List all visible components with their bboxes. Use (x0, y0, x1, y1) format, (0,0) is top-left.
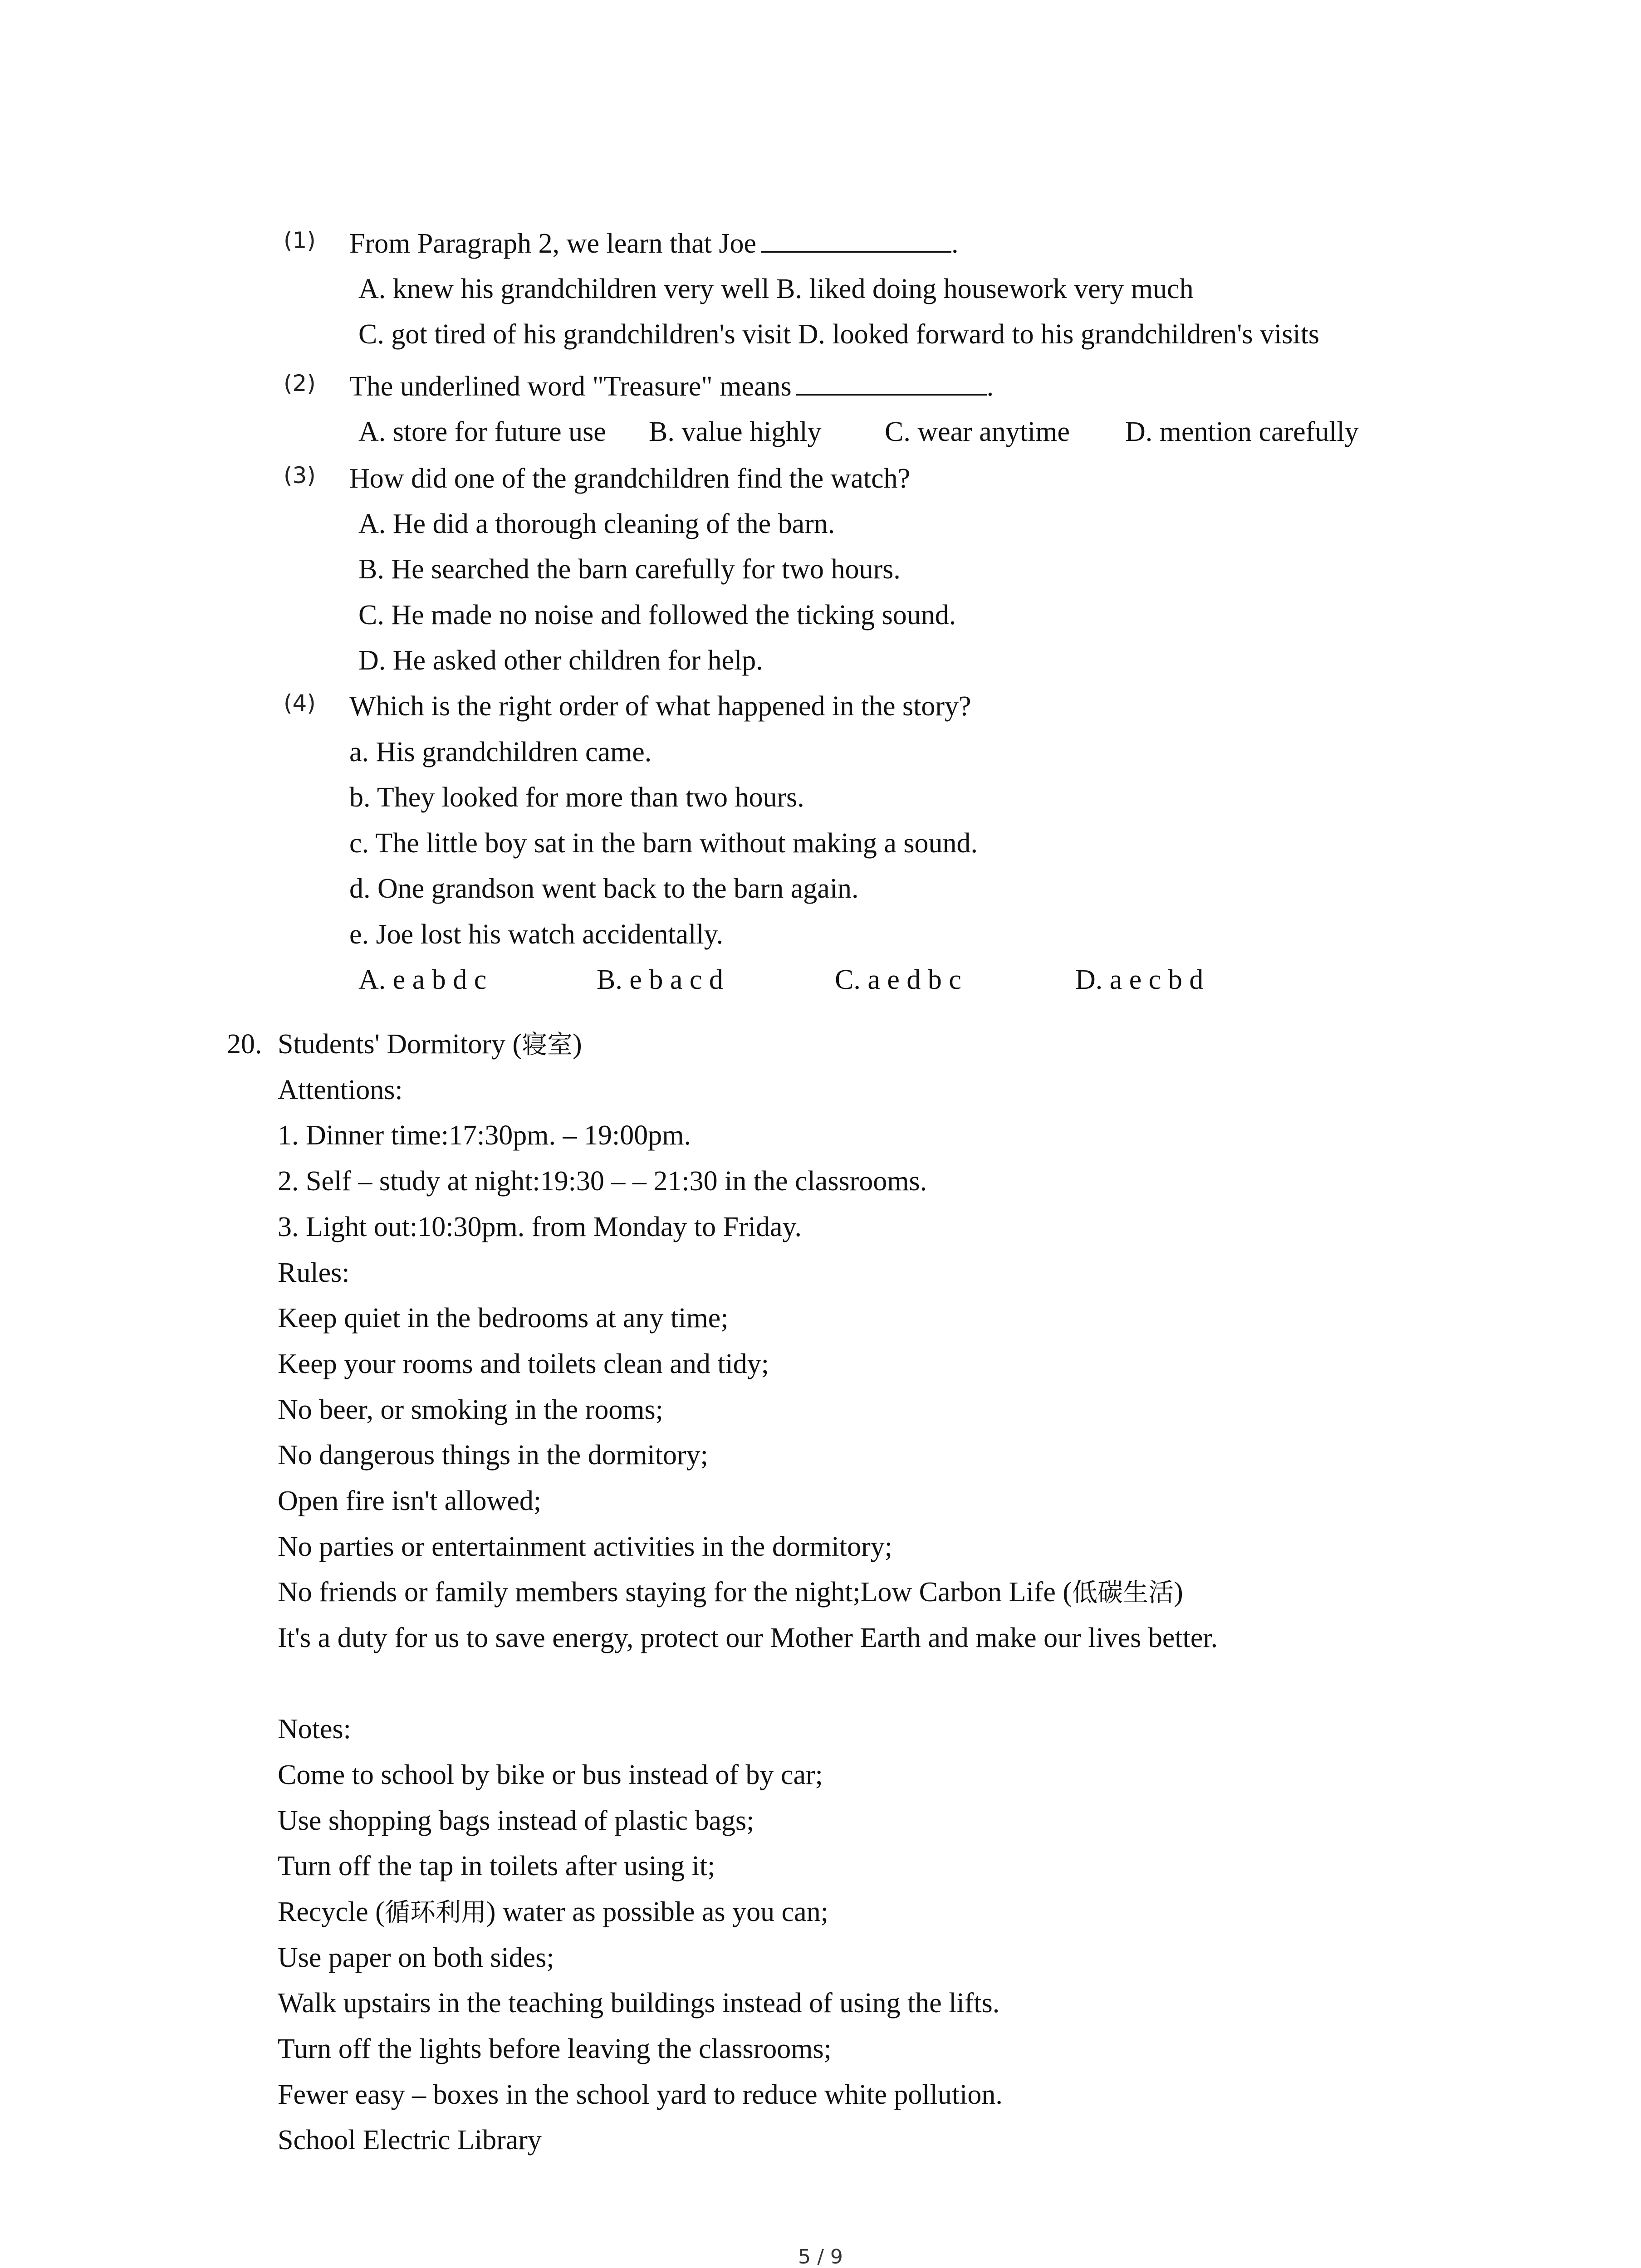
option-c: C. wear anytime (885, 416, 1070, 447)
question-stem: Which is the right order of what happened in the story? (349, 691, 971, 722)
answer-blank (796, 370, 987, 396)
question-stem-text: The underlined word "Treasure" means (349, 371, 792, 402)
event-c: c. The little boy sat in the barn without making a sound. (349, 828, 978, 859)
options-row (358, 414, 1447, 450)
event-d: d. One grandson went back to the barn again. (349, 873, 859, 904)
option-a: A. store for future use (358, 416, 606, 447)
note-chinese: 循环利用 (384, 1898, 486, 1927)
rule-item: No dangerous things in the dormitory; (278, 1440, 708, 1471)
rule-item: Keep your rooms and toilets clean and tidy; (278, 1349, 769, 1379)
option-d: D. He asked other children for help. (358, 645, 763, 676)
attention-item: 2. Self – study at night:19:30 – – 21:30 in the classrooms. (278, 1166, 927, 1197)
note-item (278, 1894, 828, 1931)
option-a: A. e a b d c (358, 964, 487, 995)
event-a: a. His grandchildren came. (349, 737, 652, 767)
section-heading-attentions: Attentions: (278, 1075, 403, 1105)
option-b: B. He searched the barn carefully for two hours. (358, 554, 901, 585)
attention-item: 3. Light out:10:30pm. from Monday to Friday. (278, 1212, 802, 1242)
question-number: (2) (284, 370, 316, 396)
duty-statement: It's a duty for us to save energy, protect our Mother Earth and make our lives better. (278, 1623, 1218, 1653)
note-item: School Electric Library (278, 2125, 542, 2156)
question-number: 20. (227, 1029, 262, 1060)
options-row (358, 962, 1447, 998)
question-stem: The underlined word "Treasure" means . (349, 371, 994, 402)
section-heading-rules: Rules: (278, 1257, 350, 1288)
options-line: A. knew his grandchildren very well B. liked doing housework very much (358, 274, 1194, 304)
event-e: e. Joe lost his watch accidentally. (349, 919, 724, 950)
note-item: Fewer easy – boxes in the school yard to reduce white pollution. (278, 2079, 1003, 2110)
note-item: Come to school by bike or bus instead of by car; (278, 1760, 823, 1790)
option-d: D. a e c b d (1075, 964, 1204, 995)
option-c: C. He made no noise and followed the ticking sound. (358, 600, 956, 631)
question-number: (4) (284, 690, 316, 716)
note-item: Walk upstairs in the teaching buildings instead of using the lifts. (278, 1988, 1000, 2019)
question-stem: From Paragraph 2, we learn that Joe . (349, 228, 959, 259)
rule-item (278, 1574, 1183, 1611)
note-item: Turn off the tap in toilets after using it; (278, 1851, 715, 1882)
answer-blank (761, 227, 951, 253)
question-number: (1) (284, 227, 316, 254)
title-close: ) (573, 1029, 582, 1060)
attention-item: 1. Dinner time:17:30pm. – 19:00pm. (278, 1120, 691, 1151)
rule-text: No friends or family members staying for the night;Low Carbon Life ( (278, 1577, 1073, 1608)
note-text: Recycle ( (278, 1897, 385, 1927)
passage-title (278, 1026, 582, 1063)
note-text: ) water as possible as you can; (486, 1897, 828, 1927)
options-line: C. got tired of his grandchildren's visit D. looked forward to his grandchildren's visits (358, 319, 1319, 350)
title-text: Students' Dormitory ( (278, 1029, 522, 1060)
rule-item: No beer, or smoking in the rooms; (278, 1394, 663, 1425)
option-a: A. He did a thorough cleaning of the barn. (358, 508, 835, 539)
note-item: Use paper on both sides; (278, 1942, 554, 1973)
page-number: 5 / 9 (798, 2245, 843, 2268)
rule-close: ) (1174, 1577, 1183, 1608)
question-stem-text: From Paragraph 2, we learn that Joe (349, 228, 757, 259)
question-number: (3) (284, 462, 316, 489)
option-b: B. e b a c d (597, 964, 723, 995)
note-item: Use shopping bags instead of plastic bags; (278, 1805, 754, 1836)
option-d: D. mention carefully (1125, 416, 1359, 447)
rule-item: Open fire isn't allowed; (278, 1486, 542, 1516)
rule-item: No parties or entertainment activities in the dormitory; (278, 1531, 893, 1562)
event-b: b. They looked for more than two hours. (349, 782, 804, 813)
rule-chinese: 低碳生活 (1072, 1578, 1174, 1608)
title-chinese: 寝室 (522, 1030, 573, 1060)
section-heading-notes: Notes: (278, 1714, 351, 1745)
note-item: Turn off the lights before leaving the classrooms; (278, 2033, 832, 2064)
option-c: C. a e d b c (835, 964, 961, 995)
question-stem: How did one of the grandchildren find the watch? (349, 463, 911, 494)
option-b: B. value highly (649, 416, 822, 447)
rule-item: Keep quiet in the bedrooms at any time; (278, 1303, 729, 1334)
